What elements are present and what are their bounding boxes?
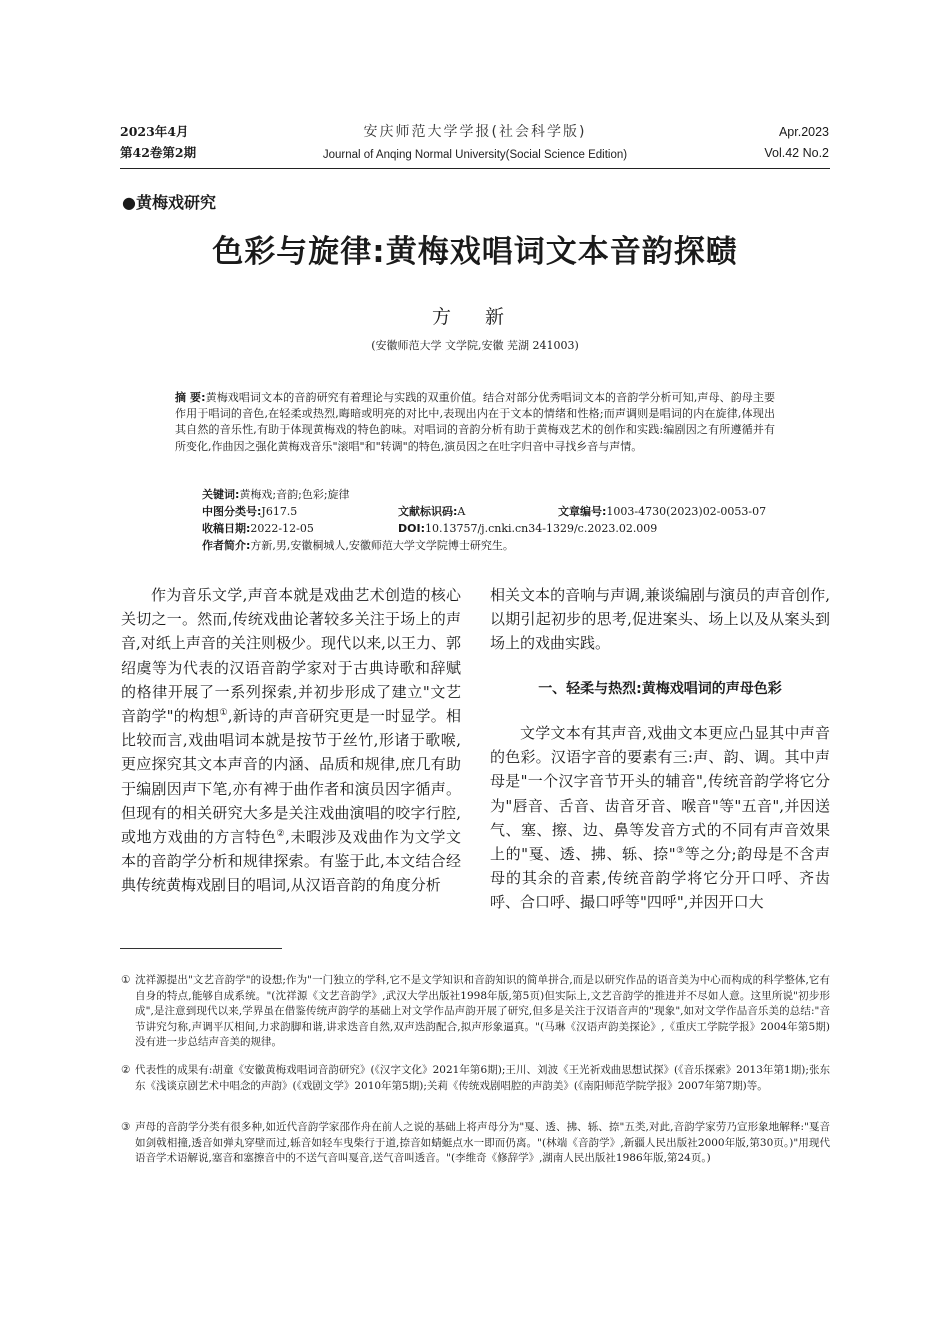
journal-title-en: Journal of Anqing Normal University(Social Science Edition) [322, 149, 628, 161]
author-bio: 作者简介:方新,男,安徽桐城人,安徽师范大学文学院博士研究生。 [202, 539, 514, 552]
footnote-2: ② 代表性的成果有:胡童《安徽黄梅戏唱词音韵研究》(《汉字文化》2021年第6期);王川、刘波《王光祈戏曲思想试探》(《音乐探索》2013年第1期);张东东《浅谈京剧艺术中唱念的声韵》(《戏剧文学》2010年第5期);关莉《传统戏剧唱腔的声韵美》(《南阳师范学院学报》2007年第7期)等。 [121, 1064, 830, 1092]
header-rule [120, 168, 830, 169]
footnote-ref-2[interactable]: ② [276, 829, 286, 840]
author-affiliation: (安徽师范大学 文学院,安徽 芜湖 241003) [371, 339, 579, 352]
body-paragraph: 文学文本有其声音,戏曲文本更应凸显其中声音的色彩。汉语字音的要素有三:声、韵、调。其中声母是"一个汉字音节开头的辅音",传统音韵学将它分为"唇音、舌音、齿音牙音、喉音"等"五音",并因送气、塞、擦、边、鼻等发音方式的不同有声音效果上的"戛、透、拂、轹、捺"③等之分;韵母是不含声母的其余的音素,传统音韵学将它分开口呼、齐齿呼、合口呼、撮口呼等"四呼",并因开口大 [490, 724, 830, 912]
body-paragraph: 作为音乐文学,声音本就是戏曲艺术创造的核心关切之一。然而,传统戏曲论著较多关注于场上的声音,对纸上声音的关注则极少。现代以来,以王力、郭绍虞等为代表的汉语音韵学家对于古典诗歌和辞赋的格律开展了一系列探索,并初步形成了建立"文艺音韵学"的构想①,新诗的声音研究更是一时显学。相比较而言,戏曲唱词本就是按节于丝竹,形诸于歌喉,更应探究其文本声音的内涵、品质和规律,庶几有助于编剧因声下笔,亦有裨于曲作者和演员因字循声。但现有的相关研究大多是关注戏曲演唱的咬字行腔,或地方戏曲的方言特色②,未暇涉及戏曲作为文学文本的音韵学分析和规律探索。有鉴于此,本文结合经典传统黄梅戏剧目的唱词,从汉语音韵的角度分析 [121, 586, 461, 895]
footnote-ref-1[interactable]: ① [219, 708, 228, 719]
header-date-cn: 2023年4月 [120, 124, 189, 139]
footnote-ref-3[interactable]: ③ [675, 846, 685, 857]
footnote-rule [120, 948, 282, 949]
body-right-column [490, 583, 830, 656]
doi: DOI:10.13757/j.cnki.cn34-1329/c.2023.02.009 [398, 522, 658, 535]
received-date: 收稿日期:2022-12-05 [202, 522, 314, 535]
abstract [175, 390, 775, 455]
author-name: 方 新 [431, 306, 519, 328]
body-right-column-cont [490, 721, 830, 915]
journal-title-cn: 安庆师范大学学报(社会科学版) [363, 124, 587, 140]
body-paragraph: 相关文本的音响与声调,兼谈编剧与演员的声音创作,以期引起初步的思考,促进案头、场上以及从案头到场上的戏曲实践。 [490, 586, 830, 653]
document-code: 文献标识码:A [398, 505, 466, 518]
keywords: 关键词:黄梅戏;音韵;色彩;旋律 [202, 488, 350, 501]
footnote-3: ③ 声母的音韵学分类有很多种,如近代音韵学家邵作舟在前人之说的基础上将声母分为"戛、透、拂、轹、捺"五类,对此,音韵学家劳乃宣形象地解释:"戛音如剑戟相撞,透音如弹丸穿壁而过,轹音如轻车曳柴行于道,捺音如蜻蜓点水一即而仍离。"(林端《音韵学》,新疆人民出版社2000年版,第30页。)"用现代语音学术语解说,塞音和塞擦音中的不送气音叫戛音,送气音叫透音。"(李维奇《修辞学》,湖南人民出版社1986年版,第24页。) [121, 1121, 830, 1165]
header-volume-en: Vol.42 No.2 [764, 146, 829, 160]
clc-number: 中图分类号:J617.5 [202, 505, 298, 518]
article-title: 色彩与旋律:黄梅戏唱词文本音韵探赜 [212, 234, 738, 270]
article-number: 文章编号:1003-4730(2023)02-0053-07 [558, 505, 767, 518]
header-volume-cn: 第42卷第2期 [120, 145, 197, 160]
abstract-label: 摘 要: [175, 391, 206, 404]
footnote-1: ① 沈祥源提出"文艺音韵学"的设想;作为"一门独立的学科,它不是文学知识和音韵知识的简单拼合,而是以研究作品的语音美为中心而构成的科学整体,它有自身的特点,能够自成系统。"(沈祥源《文艺音韵学》,武汉大学出版社1998年版,第5页)但实际上,文艺音韵学的推进并不尽如人意。这里所说"初步形成",是注意到现代以来,学界虽在借鉴传统声韵学的基础上对文学作品声韵开展了研究,但多是关注于汉语音声的"现象",如对文学作品音乐美的总结:"音节讲究匀称,声调平仄相间,力求韵脚和谐,讲求迭音自然,双声迭韵配合,拟声形象逼真。"(马琳《汉语声韵美探论》,《重庆工学院学报》2004年第5期)没有进一步总结声音美的规律。 [121, 974, 830, 1049]
body-left-column [121, 583, 461, 898]
header-date-en: Apr.2023 [778, 125, 829, 139]
abstract-text: 黄梅戏唱词文本的音韵研究有着理论与实践的双重价值。结合对部分优秀唱词文本的音韵学分析可知,声母、韵母主要作用于唱词的音色,在轻柔或热烈,晦暗或明亮的对比中,表现出内在于文本的情绪和性格;而声调则是唱词的内在旋律,体现出其自然的音乐性,有助于体现黄梅戏的特色韵味。对唱词的音韵分析有助于黄梅戏艺术的创作和实践:编剧因之有所遵循并有所变化,作曲因之强化黄梅戏音乐"滚唱"和"转调"的特色,演员因之在吐字归音中寻找乡音与声情。 [175, 391, 775, 453]
section-heading: 一、轻柔与热烈:黄梅戏唱词的声母色彩 [538, 681, 782, 697]
section-tag: ●黄梅戏研究 [122, 193, 216, 212]
